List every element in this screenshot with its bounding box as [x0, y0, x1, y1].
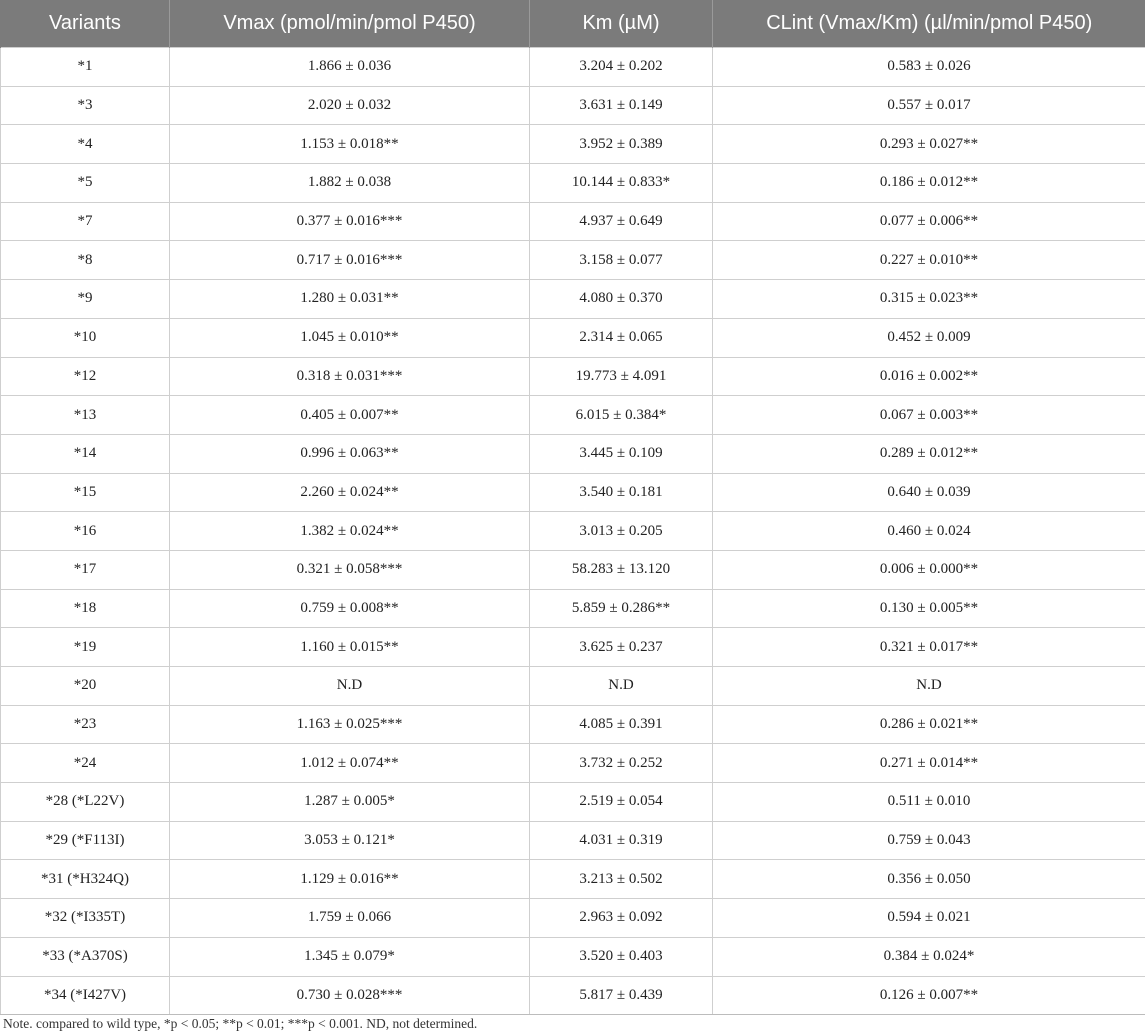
cell-vmax: 0.996 ± 0.063** [170, 434, 530, 473]
cell-vmax: 2.260 ± 0.024** [170, 473, 530, 512]
header-variants: Variants [1, 0, 170, 48]
table-row [1, 783, 1145, 822]
cell-km: N.D [530, 667, 713, 706]
cell-variant: *24 [1, 744, 170, 783]
cell-clint: 0.315 ± 0.023** [713, 280, 1145, 319]
cell-variant: *5 [1, 164, 170, 203]
cell-variant: *8 [1, 241, 170, 280]
cell-vmax: 0.730 ± 0.028*** [170, 976, 530, 1015]
cell-vmax: 1.045 ± 0.010** [170, 318, 530, 357]
cell-clint: 0.293 ± 0.027** [713, 125, 1145, 164]
cell-variant: *15 [1, 473, 170, 512]
cell-km: 4.031 ± 0.319 [530, 821, 713, 860]
header-km: Km (µM) [530, 0, 713, 48]
table-row [1, 550, 1145, 589]
cell-vmax: 0.717 ± 0.016*** [170, 241, 530, 280]
cell-km: 4.085 ± 0.391 [530, 705, 713, 744]
table-header [1, 0, 1145, 48]
cell-variant: *32 (*I335T) [1, 899, 170, 938]
cell-km: 5.859 ± 0.286** [530, 589, 713, 628]
cell-variant: *16 [1, 512, 170, 551]
cell-vmax: N.D [170, 667, 530, 706]
cell-km: 2.314 ± 0.065 [530, 318, 713, 357]
table-row [1, 241, 1145, 280]
cell-clint: 0.067 ± 0.003** [713, 396, 1145, 435]
cell-km: 3.732 ± 0.252 [530, 744, 713, 783]
table-row [1, 473, 1145, 512]
cell-km: 2.519 ± 0.054 [530, 783, 713, 822]
header-row [1, 0, 1145, 48]
cell-vmax: 3.053 ± 0.121* [170, 821, 530, 860]
cell-vmax: 1.163 ± 0.025*** [170, 705, 530, 744]
cell-clint: 0.289 ± 0.012** [713, 434, 1145, 473]
cell-km: 58.283 ± 13.120 [530, 550, 713, 589]
table-row [1, 357, 1145, 396]
cell-km: 3.445 ± 0.109 [530, 434, 713, 473]
cell-variant: *4 [1, 125, 170, 164]
cell-vmax: 1.129 ± 0.016** [170, 860, 530, 899]
cell-variant: *29 (*F113I) [1, 821, 170, 860]
cell-vmax: 0.321 ± 0.058*** [170, 550, 530, 589]
table-body [1, 48, 1145, 1015]
table-row [1, 318, 1145, 357]
table-row [1, 396, 1145, 435]
table-row [1, 899, 1145, 938]
table-row [1, 705, 1145, 744]
cell-km: 6.015 ± 0.384* [530, 396, 713, 435]
cell-clint: 0.077 ± 0.006** [713, 202, 1145, 241]
cell-km: 4.937 ± 0.649 [530, 202, 713, 241]
cell-vmax: 1.345 ± 0.079* [170, 937, 530, 976]
cell-clint: 0.594 ± 0.021 [713, 899, 1145, 938]
cell-vmax: 1.866 ± 0.036 [170, 48, 530, 87]
table-row [1, 589, 1145, 628]
cell-clint: 0.356 ± 0.050 [713, 860, 1145, 899]
cell-km: 3.204 ± 0.202 [530, 48, 713, 87]
cell-vmax: 1.382 ± 0.024** [170, 512, 530, 551]
cell-km: 2.963 ± 0.092 [530, 899, 713, 938]
cell-clint: N.D [713, 667, 1145, 706]
cell-variant: *28 (*L22V) [1, 783, 170, 822]
table-row [1, 48, 1145, 87]
cell-vmax: 1.287 ± 0.005* [170, 783, 530, 822]
cell-clint: 0.511 ± 0.010 [713, 783, 1145, 822]
cell-km: 5.817 ± 0.439 [530, 976, 713, 1015]
cell-vmax: 0.318 ± 0.031*** [170, 357, 530, 396]
cell-variant: *1 [1, 48, 170, 87]
table-row [1, 512, 1145, 551]
cell-vmax: 1.882 ± 0.038 [170, 164, 530, 203]
cell-clint: 0.321 ± 0.017** [713, 628, 1145, 667]
cell-clint: 0.384 ± 0.024* [713, 937, 1145, 976]
cell-km: 3.952 ± 0.389 [530, 125, 713, 164]
cell-variant: *23 [1, 705, 170, 744]
table-row [1, 744, 1145, 783]
cell-vmax: 1.759 ± 0.066 [170, 899, 530, 938]
cell-variant: *10 [1, 318, 170, 357]
table-row [1, 202, 1145, 241]
cell-km: 3.520 ± 0.403 [530, 937, 713, 976]
cell-clint: 0.557 ± 0.017 [713, 86, 1145, 125]
cell-km: 10.144 ± 0.833* [530, 164, 713, 203]
table-row [1, 667, 1145, 706]
cell-variant: *17 [1, 550, 170, 589]
cell-vmax: 1.280 ± 0.031** [170, 280, 530, 319]
header-vmax: Vmax (pmol/min/pmol P450) [170, 0, 530, 48]
cell-variant: *33 (*A370S) [1, 937, 170, 976]
table-footnote: Note. compared to wild type, *p < 0.05; **p < 0.01; ***p < 0.001. ND, not determined. [3, 1016, 478, 1031]
cell-vmax: 0.377 ± 0.016*** [170, 202, 530, 241]
cell-variant: *9 [1, 280, 170, 319]
cell-vmax: 1.012 ± 0.074** [170, 744, 530, 783]
cell-variant: *18 [1, 589, 170, 628]
cell-clint: 0.126 ± 0.007** [713, 976, 1145, 1015]
header-clint: CLint (Vmax/Km) (µl/min/pmol P450) [713, 0, 1145, 48]
cell-clint: 0.286 ± 0.021** [713, 705, 1145, 744]
cell-km: 3.213 ± 0.502 [530, 860, 713, 899]
cell-variant: *12 [1, 357, 170, 396]
table-row [1, 86, 1145, 125]
table-row [1, 860, 1145, 899]
cell-clint: 0.186 ± 0.012** [713, 164, 1145, 203]
cell-km: 3.625 ± 0.237 [530, 628, 713, 667]
cell-km: 4.080 ± 0.370 [530, 280, 713, 319]
table-row [1, 434, 1145, 473]
cell-variant: *31 (*H324Q) [1, 860, 170, 899]
cell-vmax: 1.160 ± 0.015** [170, 628, 530, 667]
cell-km: 3.013 ± 0.205 [530, 512, 713, 551]
cell-clint: 0.759 ± 0.043 [713, 821, 1145, 860]
cell-variant: *3 [1, 86, 170, 125]
cell-clint: 0.460 ± 0.024 [713, 512, 1145, 551]
cell-vmax: 2.020 ± 0.032 [170, 86, 530, 125]
table-row [1, 821, 1145, 860]
table-row [1, 628, 1145, 667]
cell-vmax: 0.759 ± 0.008** [170, 589, 530, 628]
cell-vmax: 1.153 ± 0.018** [170, 125, 530, 164]
cell-variant: *20 [1, 667, 170, 706]
cell-clint: 0.640 ± 0.039 [713, 473, 1145, 512]
cell-variant: *7 [1, 202, 170, 241]
cell-clint: 0.006 ± 0.000** [713, 550, 1145, 589]
cell-variant: *19 [1, 628, 170, 667]
cell-clint: 0.130 ± 0.005** [713, 589, 1145, 628]
cell-variant: *34 (*I427V) [1, 976, 170, 1015]
cell-clint: 0.016 ± 0.002** [713, 357, 1145, 396]
cell-km: 3.540 ± 0.181 [530, 473, 713, 512]
table-row [1, 125, 1145, 164]
cell-km: 3.631 ± 0.149 [530, 86, 713, 125]
cell-clint: 0.452 ± 0.009 [713, 318, 1145, 357]
cell-clint: 0.271 ± 0.014** [713, 744, 1145, 783]
cell-variant: *13 [1, 396, 170, 435]
cell-clint: 0.227 ± 0.010** [713, 241, 1145, 280]
cell-km: 19.773 ± 4.091 [530, 357, 713, 396]
table-row [1, 280, 1145, 319]
cell-variant: *14 [1, 434, 170, 473]
table-row [1, 937, 1145, 976]
cell-km: 3.158 ± 0.077 [530, 241, 713, 280]
cell-vmax: 0.405 ± 0.007** [170, 396, 530, 435]
cell-clint: 0.583 ± 0.026 [713, 48, 1145, 87]
table-row [1, 976, 1145, 1015]
table-row [1, 164, 1145, 203]
